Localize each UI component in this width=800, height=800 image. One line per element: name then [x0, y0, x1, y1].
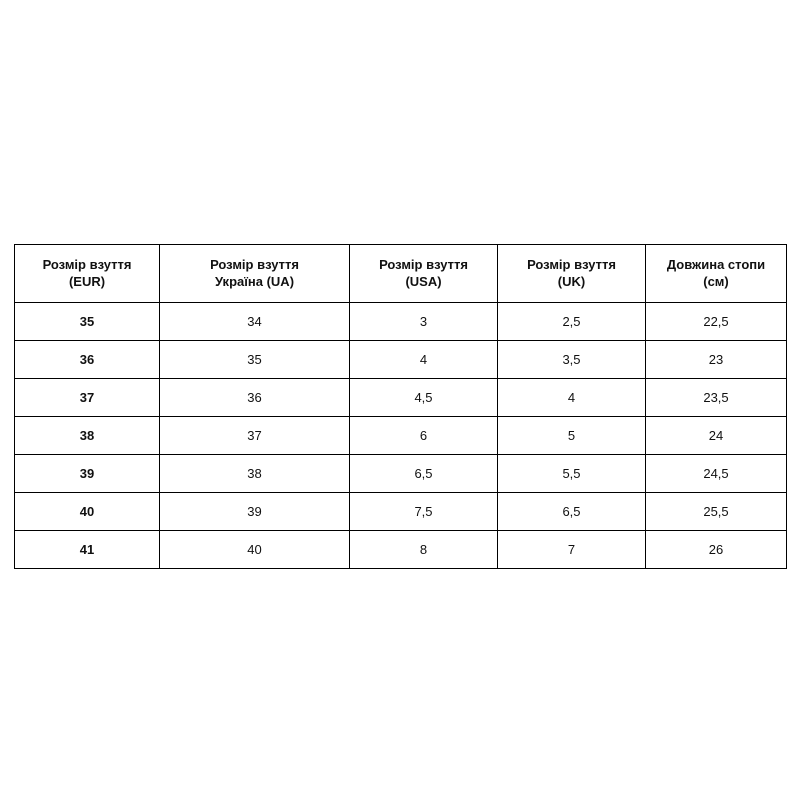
cell-uk: 7: [498, 531, 646, 569]
table-row: [15, 379, 787, 417]
cell-foot-length: 23: [646, 341, 787, 379]
cell-ua: 36: [160, 379, 350, 417]
size-chart: [14, 244, 786, 569]
table-row: [15, 455, 787, 493]
cell-uk: 4: [498, 379, 646, 417]
table-row: [15, 531, 787, 569]
cell-ua: 35: [160, 341, 350, 379]
table-row: [15, 303, 787, 341]
cell-usa: 6: [350, 417, 498, 455]
column-header-foot-length-line2: (см): [703, 273, 729, 289]
cell-eur: 39: [15, 455, 160, 493]
cell-usa: 3: [350, 303, 498, 341]
column-header-uk-line1: Розмір взуття: [527, 257, 616, 273]
cell-foot-length: 24,5: [646, 455, 787, 493]
column-header-ua-line1: Розмір взуття: [210, 257, 299, 273]
column-header-eur-line1: Розмір взуття: [42, 257, 132, 273]
cell-eur: 37: [15, 379, 160, 417]
cell-uk: 5,5: [498, 455, 646, 493]
cell-usa: 7,5: [350, 493, 498, 531]
cell-foot-length: 26: [646, 531, 787, 569]
cell-usa: 4,5: [350, 379, 498, 417]
table-row: [15, 417, 787, 455]
column-header-usa: [350, 245, 498, 303]
cell-foot-length: 24: [646, 417, 787, 455]
column-header-eur-line2: (EUR): [68, 273, 106, 289]
cell-eur: 38: [15, 417, 160, 455]
column-header-eur: [15, 245, 160, 303]
cell-eur: 35: [15, 303, 160, 341]
column-header-foot-length-line1: Довжина стопи: [666, 257, 766, 273]
table-row: [15, 341, 787, 379]
cell-foot-length: 25,5: [646, 493, 787, 531]
cell-uk: 3,5: [498, 341, 646, 379]
cell-eur: 40: [15, 493, 160, 531]
cell-usa: 6,5: [350, 455, 498, 493]
cell-ua: 40: [160, 531, 350, 569]
cell-eur: 41: [15, 531, 160, 569]
column-header-ua: [160, 245, 350, 303]
cell-uk: 6,5: [498, 493, 646, 531]
table-header-row: [15, 245, 787, 303]
table-row: [15, 493, 787, 531]
column-header-ua-line2: Україна (UA): [214, 273, 295, 289]
shoe-size-table: [14, 244, 787, 569]
cell-usa: 8: [350, 531, 498, 569]
cell-foot-length: 23,5: [646, 379, 787, 417]
cell-uk: 2,5: [498, 303, 646, 341]
column-header-uk: [498, 245, 646, 303]
column-header-uk-line2: (UK): [557, 273, 586, 289]
cell-foot-length: 22,5: [646, 303, 787, 341]
column-header-usa-line1: Розмір взуття: [379, 257, 468, 273]
cell-ua: 39: [160, 493, 350, 531]
cell-usa: 4: [350, 341, 498, 379]
cell-ua: 38: [160, 455, 350, 493]
cell-ua: 34: [160, 303, 350, 341]
cell-eur: 36: [15, 341, 160, 379]
column-header-usa-line2: (USA): [405, 273, 442, 289]
cell-ua: 37: [160, 417, 350, 455]
column-header-foot-length: [646, 245, 787, 303]
cell-uk: 5: [498, 417, 646, 455]
